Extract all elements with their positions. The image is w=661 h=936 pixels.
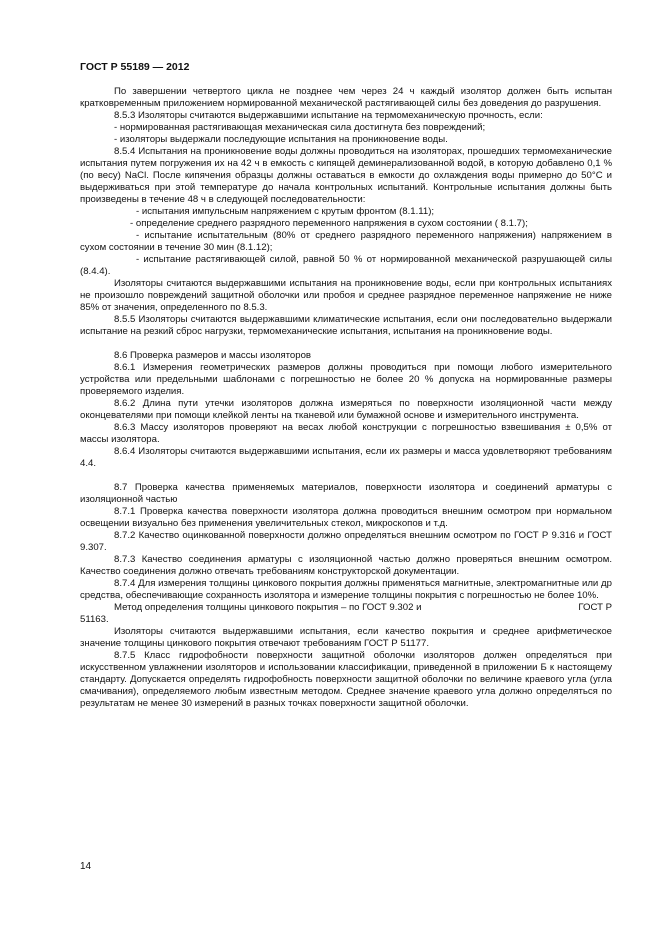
spacer [80, 338, 612, 350]
list-item: - испытание растягивающей силой, равной 50 % от нормированной механической разрушающей силы (8.4.4). [80, 254, 612, 277]
list-item: - испытание испытательным (80% от среднего разрядного переменного напряжения) напряжением в сухом состоянии в течение 30 мин (8.1.12); [80, 230, 612, 253]
paragraph: Изоляторы считаются выдержавшими испытания, если качество покрытия и среднее арифметическое значение толщины цинкового покрытия отвечают требованиям ГОСТ Р 51177. [80, 626, 612, 649]
paragraph: 8.6.1 Измерения геометрических размеров должны проводиться при помощи любого измерительного устройства или предельными шаблонами с погрешностью не более 20 % допуска на нормированные размеры проверяемого изделия. [80, 362, 612, 397]
method-text: Метод определения толщины цинкового покрытия – по ГОСТ 9.302 и [114, 602, 422, 613]
paragraph: 8.5.3 Изоляторы считаются выдержавшими испытание на термомеханическую прочность, если: [114, 110, 543, 121]
paragraph: 8.5.4 Испытания на проникновение воды должны проводиться на изоляторах, прошедших термомеханические испытания путем погружения их на 42 ч в емкость с кипящей деминерализованной водой, в которую добавлено 0,1 % (по весу) NaCl. После кипячения образцы должны оставаться в емкости до охлаждения воды примерно до 50°С и выдерживаться при этой температуре до начала контрольных испытаний. Контрольные испытания должны быть произведены в течение 48 ч в следующей последовательности: [80, 146, 612, 205]
paragraph: 8.7.4 Для измерения толщины цинкового покрытия должны применяться магнитные, электромагнитные или др средства, обеспечивающие сохранность изолятора и измерение толщины покрытия с погрешностью не более 10%. [80, 578, 612, 601]
document-body [80, 86, 612, 710]
paragraph: 8.7.2 Качество оцинкованной поверхности должно определяться внешним осмотром по ГОСТ Р 9.316 и ГОСТ 9.307. [80, 530, 612, 553]
method-text-right: ГОСТ Р [578, 602, 612, 613]
paragraph: 8.5.5 Изоляторы считаются выдержавшими климатические испытания, если они последовательно выдержали испытание на резкий сброс нагрузки, термомеханические испытания, испытания на проникновение воды. [80, 314, 612, 337]
spacer [80, 470, 612, 482]
list-item: - изоляторы выдержали последующие испытания на проникновение воды. [114, 134, 448, 145]
paragraph: 8.6.3 Массу изоляторов проверяют на весах любой конструкции с погрешностью взвешивания ± 0,5% от массы изолятора. [80, 422, 612, 445]
list-item: - нормированная растягивающая механическая сила достигнута без повреждений; [114, 122, 486, 133]
page-number: 14 [80, 861, 92, 872]
paragraph: 8.6.4 Изоляторы считаются выдержавшими испытания, если их размеры и масса удовлетворяют требованиям 4.4. [80, 446, 612, 469]
paragraph: Изоляторы считаются выдержавшими испытания на проникновение воды, если при контрольных испытаниях не произошло повреждений защитной оболочки или пробоя и среднее разрядное переменное напряжение не ниже 85% от значения, определенного по 8.5.3. [80, 278, 612, 313]
paragraph: 8.6.2 Длина пути утечки изоляторов должна измеряться по поверхности изоляционной части между оконцевателями при помощи клейкой ленты на тканевой или бумажной основе и измерительного инструмента. [80, 398, 612, 421]
paragraph: 8.7.5 Класс гидрофобности поверхности защитной оболочки изоляторов должен определяться при искусственном увлажнении изоляторов и использовании классификации, приведенной в приложении Б к настоящему стандарту. Допускается определять гидрофобность поверхности защитной оболочки по величине краевого угла (угла смачивания), определяемого любым известным методом. Среднее значение краевого угла должно определяться по результатам не менее 30 измерений в разных точках поверхности защитной оболочки. [80, 650, 612, 709]
paragraph: По завершении четвертого цикла не позднее чем через 24 ч каждый изолятор должен быть испытан кратковременным приложением нормированной механической растягивающей силы без доведения до разрушения. [80, 86, 612, 109]
list-item: - испытания импульсным напряжением с крутым фронтом (8.1.11); [136, 206, 435, 217]
section-heading: 8.6 Проверка размеров и массы изоляторов [114, 350, 312, 361]
list-item: - определение среднего разрядного переменного напряжения в сухом состоянии ( 8.1.7); [130, 218, 528, 229]
document-header: ГОСТ Р 55189 — 2012 [80, 61, 190, 73]
section-heading: 8.7 Проверка качества применяемых материалов, поверхности изолятора и соединений арматуры с изоляционной частью [80, 482, 612, 505]
split-line [80, 602, 612, 614]
paragraph: 8.7.1 Проверка качества поверхности изолятора должна проводиться внешним осмотром при нормальном освещении визуально без применения увеличительных стекол, микроскопов и т.д. [80, 506, 612, 529]
paragraph: 8.7.3 Качество соединения арматуры с изоляционной частью должно проверяться внешним осмотром. Качество соединения должно отвечать требованиям конструкторской документации. [80, 554, 612, 577]
paragraph-continuation: 51163. [80, 614, 109, 625]
